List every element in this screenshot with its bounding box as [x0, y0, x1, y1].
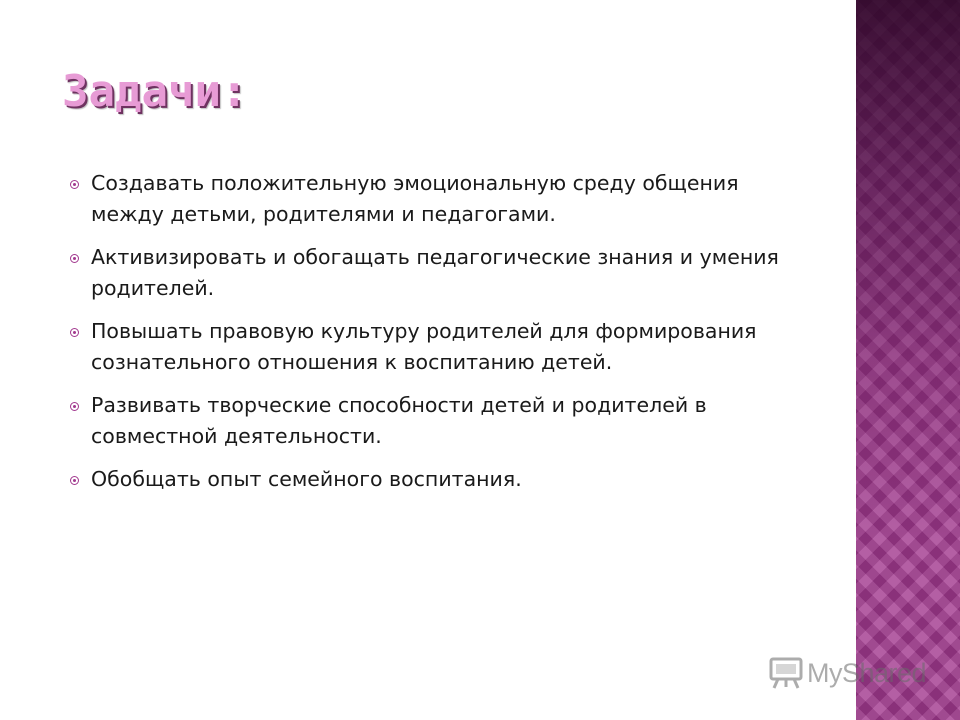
- circle-bullet-icon: [70, 328, 79, 337]
- decorative-side-band: [856, 0, 960, 720]
- list-item-line: сознательного отношения к воспитанию детей.: [91, 350, 613, 374]
- list-item: [70, 168, 870, 230]
- list-item-line: Активизировать и обогащать педагогические знания и умения: [91, 245, 779, 269]
- task-list: [70, 168, 870, 507]
- watermark: [768, 656, 926, 690]
- list-item: [70, 464, 870, 495]
- list-item-line: Обобщать опыт семейного воспитания.: [91, 467, 522, 491]
- list-item-line: совместной деятельности.: [91, 424, 382, 448]
- circle-bullet-icon: [70, 254, 79, 263]
- list-item: [70, 316, 870, 378]
- presentation-board-icon: [768, 656, 804, 690]
- list-item: [70, 390, 870, 452]
- list-item-line: Повышать правовую культуру родителей для формирования: [91, 319, 757, 343]
- list-item-line: родителей.: [91, 276, 215, 300]
- list-item-line: между детьми, родителями и педагогами.: [91, 202, 556, 226]
- circle-bullet-icon: [70, 402, 79, 411]
- watermark-text: MyShared: [807, 657, 927, 688]
- circle-bullet-icon: [70, 180, 79, 189]
- slide-title: Задачи:: [62, 66, 248, 117]
- list-item: [70, 242, 870, 304]
- list-item-line: Развивать творческие способности детей и родителей в: [91, 393, 707, 417]
- list-item-line: Создавать положительную эмоциональную среду общения: [91, 171, 739, 195]
- circle-bullet-icon: [70, 476, 79, 485]
